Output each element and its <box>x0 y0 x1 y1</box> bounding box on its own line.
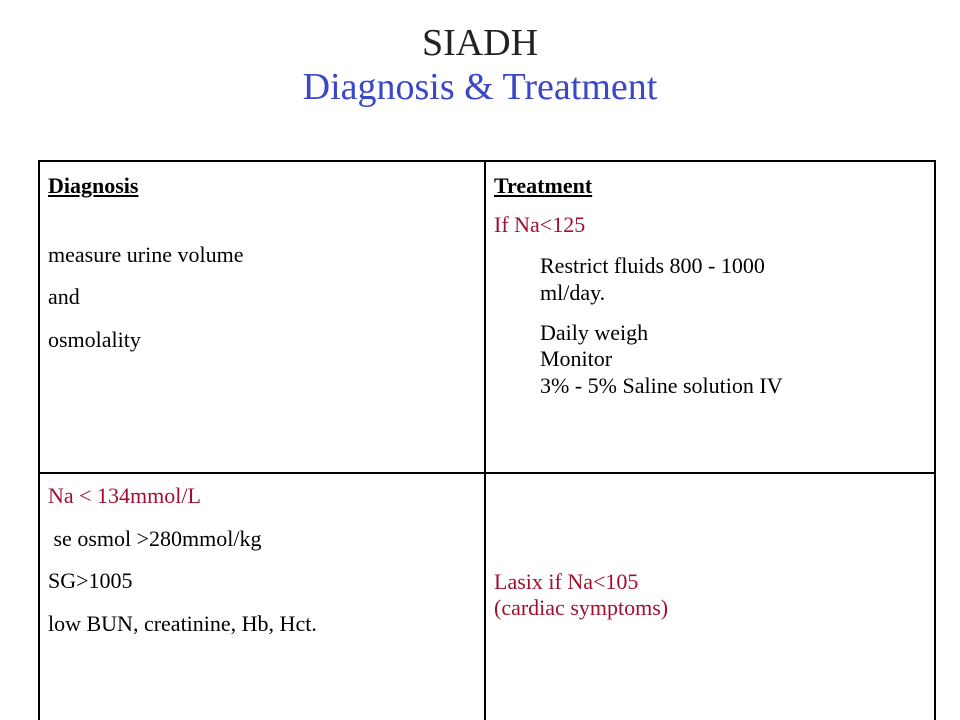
treatment-heading: Treatment <box>494 173 593 198</box>
lasix-cell <box>485 473 935 720</box>
table-row <box>39 161 935 473</box>
lab-line: Na < 134mmol/L <box>48 483 201 508</box>
slide-title-block <box>0 22 960 109</box>
diagnosis-treatment-table <box>38 160 936 720</box>
diagnosis-cell <box>39 161 485 473</box>
diagnosis-line: and <box>48 284 80 310</box>
lasix-note <box>494 569 926 622</box>
treatment-cell <box>485 161 935 473</box>
lab-line: se osmol >280mmol/kg <box>48 525 262 551</box>
lab-criteria-cell <box>39 473 485 720</box>
lab-line: low BUN, creatinine, Hb, Hct. <box>48 610 317 636</box>
lasix-line: Lasix if Na<105 <box>494 569 639 594</box>
diagnosis-line: osmolality <box>48 326 141 352</box>
treatment-step: 3% - 5% Saline solution IV <box>540 372 783 398</box>
treatment-step: Daily weigh <box>540 319 649 345</box>
restrict-fluids-text <box>494 253 926 306</box>
treatment-condition: If Na<125 <box>494 211 586 237</box>
diagnosis-heading: Diagnosis <box>48 173 139 198</box>
restrict-line: ml/day. <box>540 279 606 305</box>
treatment-steps <box>494 320 926 399</box>
treatment-step: Monitor <box>540 346 613 372</box>
lab-line: SG>1005 <box>48 568 133 594</box>
lasix-line: (cardiac symptoms) <box>494 595 669 621</box>
slide-subtitle: Diagnosis & Treatment <box>302 65 658 108</box>
diagnosis-line: measure urine volume <box>48 241 244 267</box>
table-row <box>39 473 935 720</box>
slide-title: SIADH <box>421 22 539 64</box>
restrict-line: Restrict fluids 800 - 1000 <box>540 253 765 279</box>
